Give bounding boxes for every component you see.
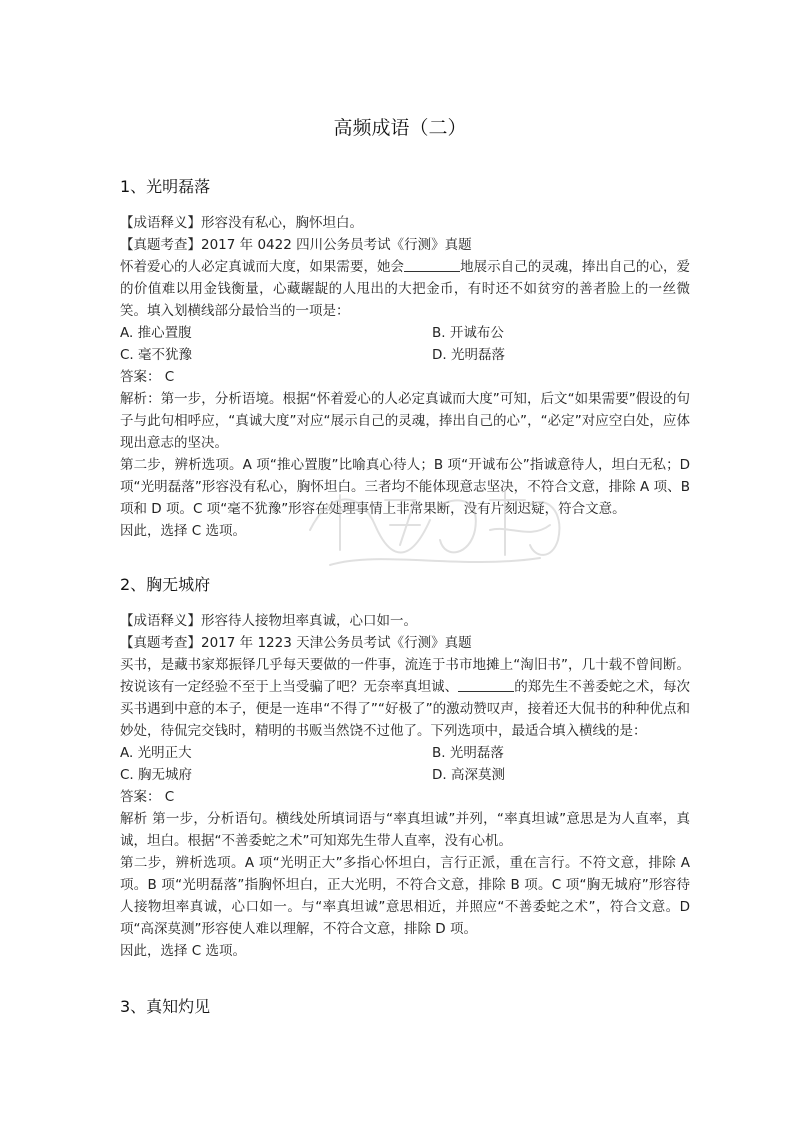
analysis-paragraph: 因此，选择 C 选项。 <box>120 523 247 539</box>
option-d: D. 高深莫测 <box>432 767 505 783</box>
analysis-paragraph: 解析 第一步，分析语句。横线处所填词语与“率真坦诚”并列，“率真坦诚”意思是为人直率，真诚，坦白。根据“不善委蛇之术”可知郑先生带人直率，没有心机。 <box>120 811 690 849</box>
options-list <box>120 322 690 366</box>
exam-source: 2017 年 1223 天津公务员考试《行测》真题 <box>201 635 472 651</box>
exam-line <box>120 234 690 256</box>
exam-source: 2017 年 0422 四川公务员考试《行测》真题 <box>201 237 472 253</box>
exam-tag: 【真题考查】 <box>120 237 201 253</box>
answer-line: 答案： C <box>120 789 175 805</box>
analysis-paragraph: 第二步，辨析选项。A 项“推心置腹”比喻真心待人；B 项“开诚布公”指诚意待人，坦白无私；D 项“光明磊落”形容没有私心，胸怀坦白。三者均不能体现意志坚决，不符合文意，排除 A 项、B 项和 D 项。C 项“毫不犹豫”形容在处理事情上非常果断，没有片刻迟疑，符合文意。 <box>120 457 690 517</box>
option-b: B. 光明磊落 <box>432 745 504 761</box>
definition-text: 形容没有私心，胸怀坦白。 <box>201 215 363 231</box>
option-c: C. 胸无城府 <box>120 767 193 783</box>
exam-tag: 【真题考查】 <box>120 635 201 651</box>
page-title: 高频成语（二） <box>333 117 467 139</box>
answer-line: 答案： C <box>120 369 175 385</box>
question-text: 买书，是藏书家郑振铎几乎每天要做的一件事，流连于书市地摊上“淘旧书”，几十载不曾间断。按说该有一定经验不至于上当受骗了吧？无奈率真坦诚、 的郑先生不善委蛇之术，每次买书遇到中意的本子，便是一连串“不得了”“好极了”的激动赞叹声，接着还大侃书的种种优点和妙处，待侃完交钱时，精明的书贩当然饶不过他了。下列选项中，最适合填入横线的是： <box>120 657 691 739</box>
analysis-paragraph: 第二步，辨析选项。A 项“光明正大”多指心怀坦白，言行正派，重在言行。不符文意，排除 A 项。B 项“光明磊落”指胸怀坦白，正大光明，不符合文意，排除 B 项。C 项“胸无城府”形容待人接物坦率真诚，心口如一。与“率真坦诚”意思相近，并照应“不善委蛇之术”，符合文意。D 项“高深莫测”形容使人难以理解，不符合文意，排除 D 项。 <box>120 855 690 937</box>
definition-tag: 【成语释义】 <box>120 613 201 629</box>
option-c: C. 毫不犹豫 <box>120 347 193 363</box>
analysis-paragraph: 因此，选择 C 选项。 <box>120 943 247 959</box>
question-text: 怀着爱心的人必定真诚而大度，如果需要，她会 地展示自己的灵魂，捧出自己的心，爱的价值难以用金钱衡量，心藏龌龊的人甩出的大把金币，有时还不如贫穷的善者脸上的一丝微笑。填入划横线部分最恰当的一项是： <box>120 259 691 319</box>
answer-blank <box>458 677 514 692</box>
definition-line <box>120 212 690 234</box>
section-heading: 2、胸无城府 <box>120 575 211 594</box>
analysis-paragraph: 解析：第一步，分析语境。根据“怀着爱心的人必定真诚而大度”可知，后文“如果需要”假设的句子与此句相呼应，“真诚大度”对应“展示自己的灵魂，捧出自己的心”，“必定”对应空白处，应体现出意志的坚决。 <box>120 391 690 451</box>
option-b: B. 开诚布公 <box>432 325 504 341</box>
definition-line <box>120 610 690 632</box>
option-a: A. 推心置腹 <box>120 325 192 341</box>
section-heading: 3、真知灼见 <box>120 997 211 1016</box>
option-a: A. 光明正大 <box>120 745 192 761</box>
options-list <box>120 742 690 786</box>
section-heading: 1、光明磊落 <box>120 177 211 196</box>
exam-line <box>120 632 690 654</box>
section-2 <box>120 574 690 962</box>
section-3 <box>120 996 690 1032</box>
definition-tag: 【成语释义】 <box>120 215 201 231</box>
definition-text: 形容待人接物坦率真诚，心口如一。 <box>201 613 417 629</box>
answer-blank <box>404 257 460 272</box>
section-1 <box>120 176 690 542</box>
option-d: D. 光明磊落 <box>432 347 505 363</box>
